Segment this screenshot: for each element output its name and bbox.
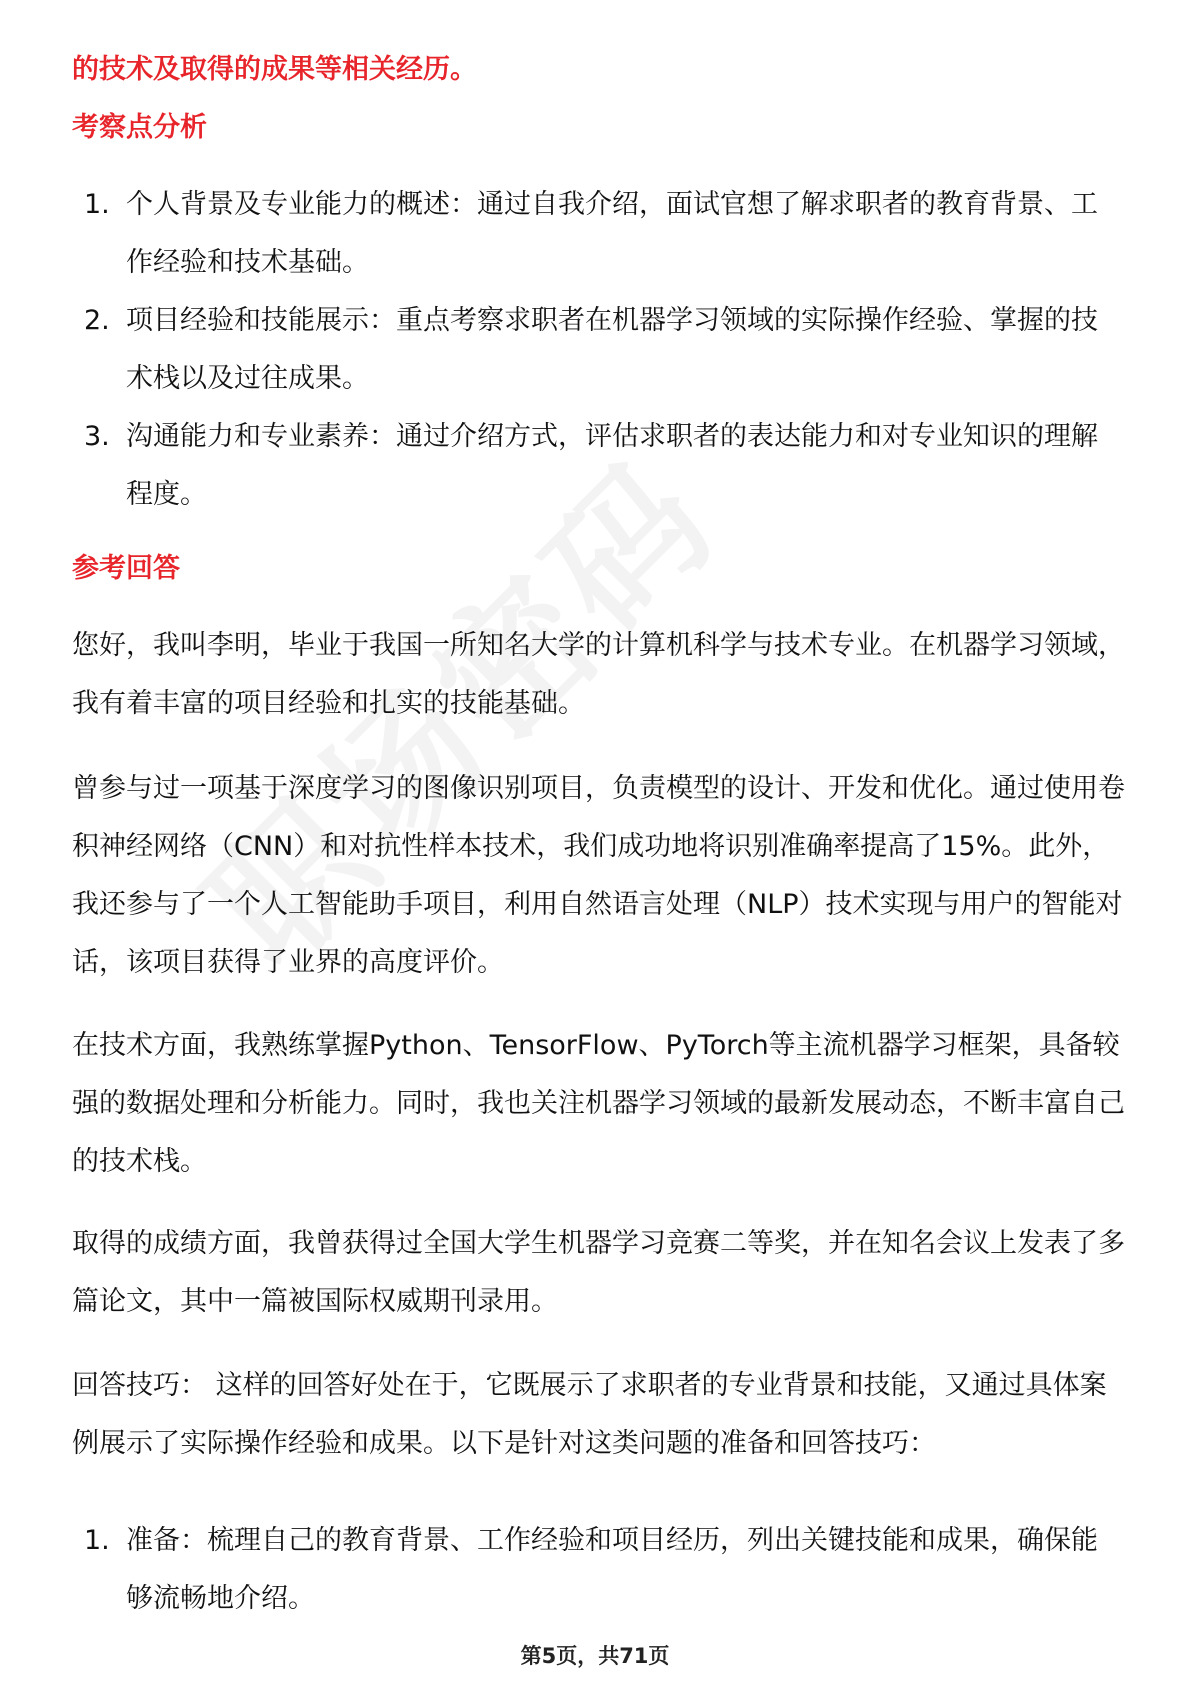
tips-paragraph: 回答技巧： 这样的回答好处在于，它既展示了求职者的专业背景和技能，又通过具体案例展示了实际操作经验和成果。以下是针对这类问题的准备和回答技巧：: [72, 1370, 1107, 1459]
section-heading-answer: 参考回答: [72, 553, 180, 584]
list-item: [84, 408, 1124, 524]
list-item-text: 沟通能力和专业素养：通过介绍方式，评估求职者的表达能力和对专业知识的理解程度。: [126, 421, 1098, 510]
list-item-text: 准备：梳理自己的教育背景、工作经验和项目经历，列出关键技能和成果，确保能够流畅地介绍。: [126, 1525, 1098, 1614]
page-footer: 第5页，共71页: [520, 1644, 670, 1668]
tips-list: [84, 1512, 1124, 1628]
section-heading-analysis: 考察点分析: [72, 112, 207, 143]
answer-paragraph: 曾参与过一项基于深度学习的图像识别项目，负责模型的设计、开发和优化。通过使用卷积神经网络（CNN）和对抗性样本技术，我们成功地将识别准确率提高了15%。此外，我还参与了一个人工智能助手项目，利用自然语言处理（NLP）技术实现与用户的智能对话，该项目获得了业界的高度评价。: [72, 773, 1125, 978]
answer-paragraph: 您好，我叫李明，毕业于我国一所知名大学的计算机科学与技术专业。在机器学习领域，我有着丰富的项目经验和扎实的技能基础。: [72, 630, 1125, 719]
list-number: 2.: [84, 305, 110, 336]
answer-paragraph: 取得的成绩方面，我曾获得过全国大学生机器学习竞赛二等奖，并在知名会议上发表了多篇论文，其中一篇被国际权威期刊录用。: [72, 1228, 1125, 1317]
answer-paragraph: 在技术方面，我熟练掌握Python、TensorFlow、PyTorch等主流机器学习框架，具备较强的数据处理和分析能力。同时，我也关注机器学习领域的最新发展动态，不断丰富自己的技术栈。: [72, 1030, 1125, 1177]
list-number: 1.: [84, 189, 110, 220]
list-number: 3.: [84, 421, 110, 452]
list-number: 1.: [84, 1525, 110, 1556]
continued-text: 的技术及取得的成果等相关经历。: [72, 54, 477, 85]
list-item: [84, 292, 1124, 408]
analysis-list: [84, 176, 1124, 524]
list-item: [84, 176, 1124, 292]
list-item: [84, 1512, 1124, 1628]
list-item-text: 个人背景及专业能力的概述：通过自我介绍，面试官想了解求职者的教育背景、工作经验和技术基础。: [126, 189, 1098, 278]
list-item-text: 项目经验和技能展示：重点考察求职者在机器学习领域的实际操作经验、掌握的技术栈以及过往成果。: [126, 305, 1098, 394]
